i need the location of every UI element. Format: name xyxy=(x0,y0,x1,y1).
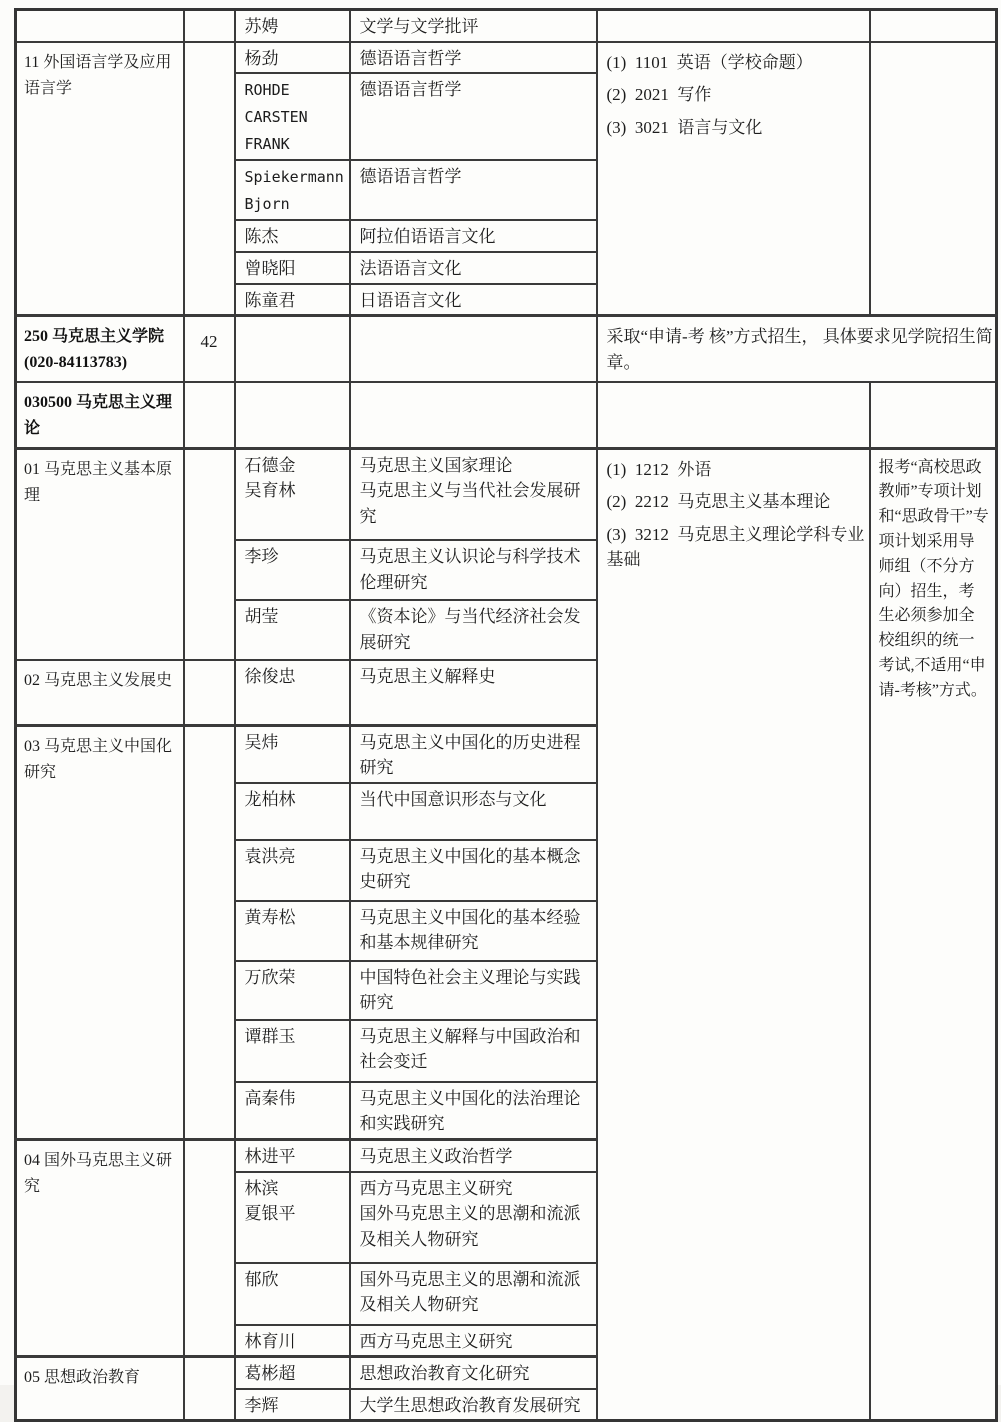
cell-research: 文学与文学批评 xyxy=(350,10,597,42)
cell-supervisor: 林进平 xyxy=(235,1140,350,1172)
cell-line: 马克思主义与当代社会发展研究 xyxy=(359,481,581,526)
cell-supervisor: 葛彬超 xyxy=(235,1357,350,1389)
cell-quota xyxy=(184,1357,235,1421)
cell-research: 《资本论》与当代经济社会发展研究 xyxy=(350,600,597,660)
table-row xyxy=(16,42,997,74)
cell-research: 日语语言文化 xyxy=(350,284,597,316)
cell-supervisor: 黄寿松 xyxy=(235,901,350,961)
cell-supervisor: 吴炜 xyxy=(235,725,350,783)
cell-research xyxy=(350,316,597,382)
cell-supervisor: 谭群玉 xyxy=(235,1020,350,1082)
cell-research: 阿拉伯语语言文化 xyxy=(350,220,597,252)
cell-supervisor: 李辉 xyxy=(235,1389,350,1421)
cell-line: 林滨 xyxy=(244,1178,279,1198)
cell-remark xyxy=(870,10,997,42)
cell-remark: 报考“高校思政教师”专项计划和“思政骨干”专项计划采用导师组（不分方向）招生，考生必须参加全校组织的统一考试,不适用“申请-考核”方式。 xyxy=(870,448,997,1421)
cell-research: 德语语言哲学 xyxy=(350,73,597,160)
cell-supervisor: 李珍 xyxy=(235,540,350,600)
admissions-table-body xyxy=(16,10,997,1421)
cell-quota xyxy=(184,660,235,725)
cell-remark xyxy=(870,42,997,316)
cell-supervisor: 高秦伟 xyxy=(235,1082,350,1140)
cell-line: (2) 2212 马克思主义基本理论 xyxy=(606,492,831,512)
cell-supervisor xyxy=(235,316,350,382)
cell-line: 吴育林 xyxy=(244,481,296,501)
table-row xyxy=(16,316,997,382)
cell-quota xyxy=(184,448,235,660)
cell-line: 国外马克思主义的思潮和流派及相关人物研究 xyxy=(359,1204,581,1249)
cell-supervisor xyxy=(235,1172,350,1263)
cell-major: 03 马克思主义中国化研究 xyxy=(16,725,184,1140)
table-row xyxy=(16,382,997,448)
cell-quota xyxy=(184,725,235,1140)
cell-supervisor: 胡莹 xyxy=(235,600,350,660)
cell-research: 德语语言哲学 xyxy=(350,42,597,74)
cell-supervisor: 陈杰 xyxy=(235,220,350,252)
cell-line: (3) 3021 语言与文化 xyxy=(606,117,763,137)
cell-line: 夏银平 xyxy=(244,1204,296,1224)
cell-line: 西方马克思主义研究 xyxy=(359,1178,513,1198)
cell-supervisor: 徐俊忠 xyxy=(235,660,350,725)
cell-supervisor: 曾晓阳 xyxy=(235,252,350,284)
cell-research: 中国特色社会主义理论与实践研究 xyxy=(350,961,597,1020)
cell-major: 02 马克思主义发展史 xyxy=(16,660,184,725)
cell-supervisor: 万欣荣 xyxy=(235,961,350,1020)
cell-research: 马克思主义解释与中国政治和社会变迁 xyxy=(350,1020,597,1082)
cell-major: 05 思想政治教育 xyxy=(16,1357,184,1421)
cell-quota xyxy=(184,10,235,42)
cell-quota xyxy=(184,1140,235,1357)
cell-research: 法语语言文化 xyxy=(350,252,597,284)
cell-supervisor: 袁洪亮 xyxy=(235,840,350,901)
cell-quota xyxy=(184,42,235,316)
cell-research xyxy=(350,382,597,448)
cell-line: 石德金 xyxy=(244,455,296,475)
cell-supervisor: 林育川 xyxy=(235,1325,350,1357)
cell-exam xyxy=(597,382,870,448)
admissions-table xyxy=(14,8,998,1422)
cell-quota: 42 xyxy=(184,316,235,382)
cell-exam xyxy=(597,448,870,1421)
cell-research: 马克思主义解释史 xyxy=(350,660,597,725)
cell-supervisor: 陈童君 xyxy=(235,284,350,316)
cell-research: 思想政治教育文化研究 xyxy=(350,1357,597,1389)
cell-quota xyxy=(184,382,235,448)
cell-supervisor xyxy=(235,448,350,540)
table-row xyxy=(16,448,997,540)
cell-remark xyxy=(870,382,997,448)
cell-supervisor xyxy=(235,382,350,448)
cell-major: 01 马克思主义基本原理 xyxy=(16,448,184,660)
cell-major: 11 外国语言学及应用语言学 xyxy=(16,42,184,316)
cell-exam xyxy=(597,42,870,316)
cell-exam: 采取“申请-考 核”方式招生， 具体要求见学院招生简章。 xyxy=(597,316,997,382)
cell-research: 马克思主义政治哲学 xyxy=(350,1140,597,1172)
cell-supervisor: 龙柏林 xyxy=(235,783,350,840)
cell-research: 国外马克思主义的思潮和流派及相关人物研究 xyxy=(350,1263,597,1325)
cell-research: 马克思主义中国化的基本概念史研究 xyxy=(350,840,597,901)
cell-research: 德语语言哲学 xyxy=(350,160,597,220)
cell-research: 马克思主义中国化的法治理论和实践研究 xyxy=(350,1082,597,1140)
cell-exam xyxy=(597,10,870,42)
cell-major: 04 国外马克思主义研究 xyxy=(16,1140,184,1357)
cell-research: 西方马克思主义研究 xyxy=(350,1325,597,1357)
table-row xyxy=(16,10,997,42)
cell-supervisor: Spiekermann Bjorn xyxy=(235,160,350,220)
cell-research: 当代中国意识形态与文化 xyxy=(350,783,597,840)
cell-line: (1) 1212 外语 xyxy=(606,459,712,479)
cell-line: 马克思主义国家理论 xyxy=(359,455,513,475)
cell-major: 030500 马克思主义理论 xyxy=(16,382,184,448)
cell-supervisor: ROHDE CARSTEN FRANK xyxy=(235,73,350,160)
cell-line: (3) 3212 马克思主义理论学科专业基础 xyxy=(606,524,865,570)
cell-line: (2) 2021 写作 xyxy=(606,85,712,104)
cell-research: 大学生思想政治教育发展研究 xyxy=(350,1389,597,1421)
cell-supervisor: 杨劲 xyxy=(235,42,350,74)
cell-major: 250 马克思主义学院(020-84113783) xyxy=(16,316,184,382)
cell-research: 马克思主义中国化的基本经验和基本规律研究 xyxy=(350,901,597,961)
cell-research: 马克思主义中国化的历史进程研究 xyxy=(350,725,597,783)
cell-supervisor: 苏娉 xyxy=(235,10,350,42)
cell-line: (1) 1101 英语（学校命题） xyxy=(606,52,813,72)
cell-supervisor: 郁欣 xyxy=(235,1263,350,1325)
cell-research xyxy=(350,1172,597,1263)
cell-major xyxy=(16,10,184,42)
cell-research: 马克思主义认识论与科学技术伦理研究 xyxy=(350,540,597,600)
cell-research xyxy=(350,448,597,540)
